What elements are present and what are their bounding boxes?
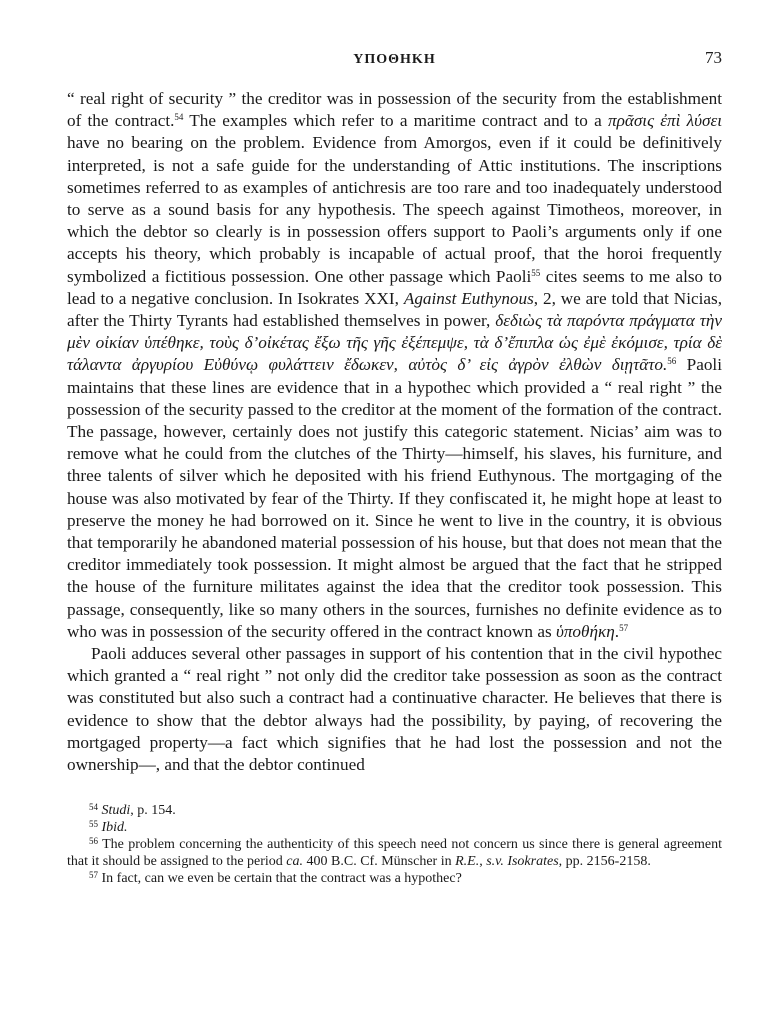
footnote-54 <box>67 802 722 819</box>
greek-term: ὑποθήκη <box>555 621 615 641</box>
footnote-number: 55 <box>89 819 98 830</box>
footnote-text: In fact, can we even be certain that the contract was a hypothec? <box>101 871 462 887</box>
footnote-number: 57 <box>89 870 98 881</box>
footnote-ref-54[interactable]: 54 <box>174 112 184 123</box>
text-run: Paoli maintains that these lines are evidence that in a hypothec which provided a “ real right ” the possession of the security passed to the creditor at the moment of the formation of the contract. The passage, however, certainly does not justify this categoric statement. Nicias’ aim was to remove what he could from the clutches of the Thirty—himself, his slaves, his furniture, and three talents of silver which he deposited with his friend Euthynous. The mortgaging of the house was also motivated by fear of the Thirty. If they confiscated it, he might hope at least to preserve the money he had borrowed on it. Since he went to live in the country, it is obvious that temporarily he abandoned material possession of his house, but that does not mean that the creditor immediately took possession. It might almost be argued that the fact that he stripped the house of the furniture militates against the idea that the creditor took possession. This passage, consequently, like so many others in the sources, furnishes no definite evidence as to who was in possession of the security offered in the contract known as <box>67 355 722 641</box>
era-abbreviation: B.C. <box>331 854 357 870</box>
work-title: R.E. <box>455 854 480 870</box>
footnote-text: , p. 154. <box>130 803 176 819</box>
footnote-text: The problem concerning the authenticity of this speech need not concern us since there is general agreement that it should be assigned to the period <box>67 837 722 870</box>
footnote-ref-57[interactable]: 57 <box>619 622 629 633</box>
footnote-number: 56 <box>89 836 98 847</box>
footnotes <box>67 802 722 887</box>
text-run: have no bearing on the problem. Evidence from Amorgos, even if it could be definitively interpreted, is not a safe guide for the understanding of Attic institutions. The inscriptions sometimes referred to as examples of antichresis are too rare and too inadequately understood to serve as a sound basis for any hypothesis. The speech against Timotheos, moreover, in which the debtor so clearly is in possession offers support to Paoli’s arguments only if one accepts his theory, which probably is incapable of actual proof, that the horoi frequently symbolized a fictitious possession. One other passage which Paoli <box>67 133 722 286</box>
footnote-57 <box>67 870 722 887</box>
text-run: , 2, we are told that Nicias, after the Thirty Tyrants had established themselves in power, <box>67 288 722 331</box>
work-title: Against Euthynous <box>403 288 534 308</box>
paragraph-1 <box>67 88 722 643</box>
footnote-text: , <box>479 854 487 870</box>
body-text <box>67 88 722 776</box>
greek-quotation: δεδιὼς τὰ παρόντα πράγματα τὴν μὲν οἰκίαν ὑπέθηκε, τοὺς δ’οἰκέτας ἔξω τῆς γῆς ἐξέπεμψε, τὰ δ’ἔπιπλα ὡς ἐμὲ ἐκόμισε, τρία δὲ τάλαντα ἀργυρίου Εὐθύνῳ φυλάττειν ἔδωκεν, αὐτὸς δ’ εἰς ἀγρὸν ἐλθὼν διῃτᾶτο. <box>67 311 723 375</box>
work-title: Studi <box>101 803 131 819</box>
book-page <box>67 46 722 887</box>
footnote-text: , pp. 2156-2158. <box>558 854 651 870</box>
text-run: The examples which refer to a maritime contract and to a <box>183 111 608 131</box>
running-head <box>67 46 722 76</box>
footnote-ref-56[interactable]: 56 <box>667 356 677 367</box>
footnote-number: 54 <box>89 802 98 813</box>
greek-phrase: πρᾶσις ἐπὶ λύσει <box>607 111 723 131</box>
footnote-55 <box>67 819 722 836</box>
running-title: ΥΠΟΘΗΚΗ <box>353 52 436 67</box>
footnote-text: 400 <box>303 854 332 870</box>
work-title: s.v. Isokrates <box>486 854 559 870</box>
page-number: 73 <box>705 48 722 67</box>
paragraph-2: Paoli adduces several other passages in support of his contention that in the civil hypothec which granted a “ real right ” not only did the creditor take possession as soon as the contract was constituted but also such a contract had a continuative character. He believes that there is evidence to show that the debtor always had the possibility, by paying, of recovering the mortgaged property—a fact which signifies that he had lost the possession and not the ownership—, and that the debtor continued <box>67 644 722 775</box>
text-run: “ real right of security ” the creditor was in possession of the security from the establishment of the contract. <box>67 89 722 131</box>
abbreviation: ca. <box>286 854 304 870</box>
footnote-ref-55[interactable]: 55 <box>531 267 541 278</box>
footnote-56 <box>67 836 722 870</box>
footnote-text: Cf. Münscher in <box>356 854 456 870</box>
work-title: Ibid. <box>101 820 128 836</box>
text-run: . <box>614 621 620 641</box>
text-run: cites seems to me also to lead to a negative conclusion. In Isokrates XXI, <box>67 266 722 308</box>
